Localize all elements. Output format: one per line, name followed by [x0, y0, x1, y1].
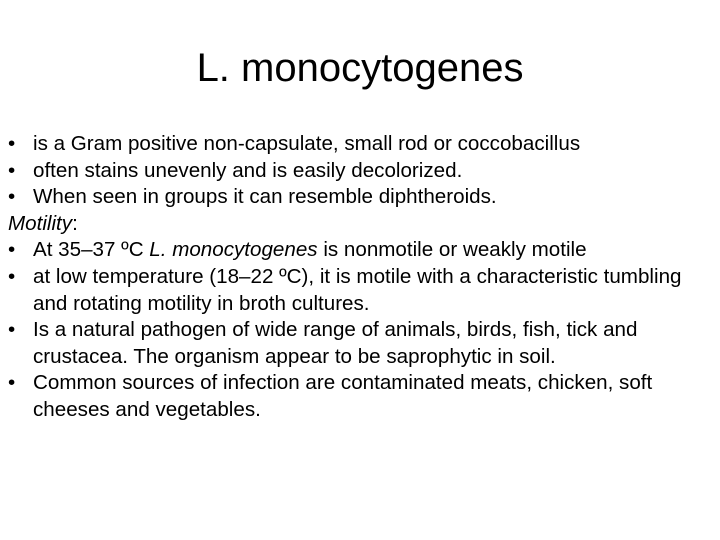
motility-heading-colon: :	[72, 211, 78, 235]
list-item	[8, 264, 714, 317]
bullet-text: at low temperature (18–22 ºC), it is motile with a characteristic tumbling and rotating motility in broth cultures.	[33, 264, 682, 315]
bullet-text: When seen in groups it can resemble diphtheroids.	[33, 185, 497, 209]
slide-body	[8, 131, 714, 424]
motility-bullet-list	[8, 237, 714, 423]
motility-heading	[8, 211, 714, 238]
bullet-marker: •	[8, 132, 16, 155]
bullet-text: Common sources of infection are contaminated meats, chicken, soft cheeses and vegetables.	[33, 371, 653, 421]
list-item	[8, 237, 714, 264]
bullet-marker: •	[8, 238, 16, 262]
bullet-text: often stains unevenly and is easily decolorized.	[33, 158, 463, 182]
bullet-marker: •	[8, 185, 16, 209]
bullet-text: is a Gram positive non-capsulate, small rod or coccobacillus	[33, 132, 581, 155]
bullet-text-part: At 35–37 ºC	[33, 238, 150, 262]
list-item	[8, 184, 714, 211]
intro-bullet-list	[8, 131, 714, 211]
bullet-marker: •	[8, 158, 16, 182]
bullet-text: Is a natural pathogen of wide range of animals, birds, fish, tick and crustacea. The organism appear to be saprophytic in soil.	[33, 318, 638, 368]
bullet-marker: •	[8, 371, 16, 395]
list-item	[8, 370, 714, 423]
bullet-marker: •	[8, 264, 16, 288]
motility-heading-text: Motility	[8, 211, 73, 235]
organism-name: L. monocytogenes	[149, 238, 318, 262]
list-item	[8, 131, 714, 158]
bullet-text	[33, 238, 587, 261]
bullet-text-part: is nonmotile or weakly motile	[317, 238, 587, 262]
bullet-marker: •	[8, 318, 16, 342]
list-item	[8, 317, 714, 370]
slide-title: L. monocytogenes	[196, 46, 524, 90]
list-item	[8, 158, 714, 185]
